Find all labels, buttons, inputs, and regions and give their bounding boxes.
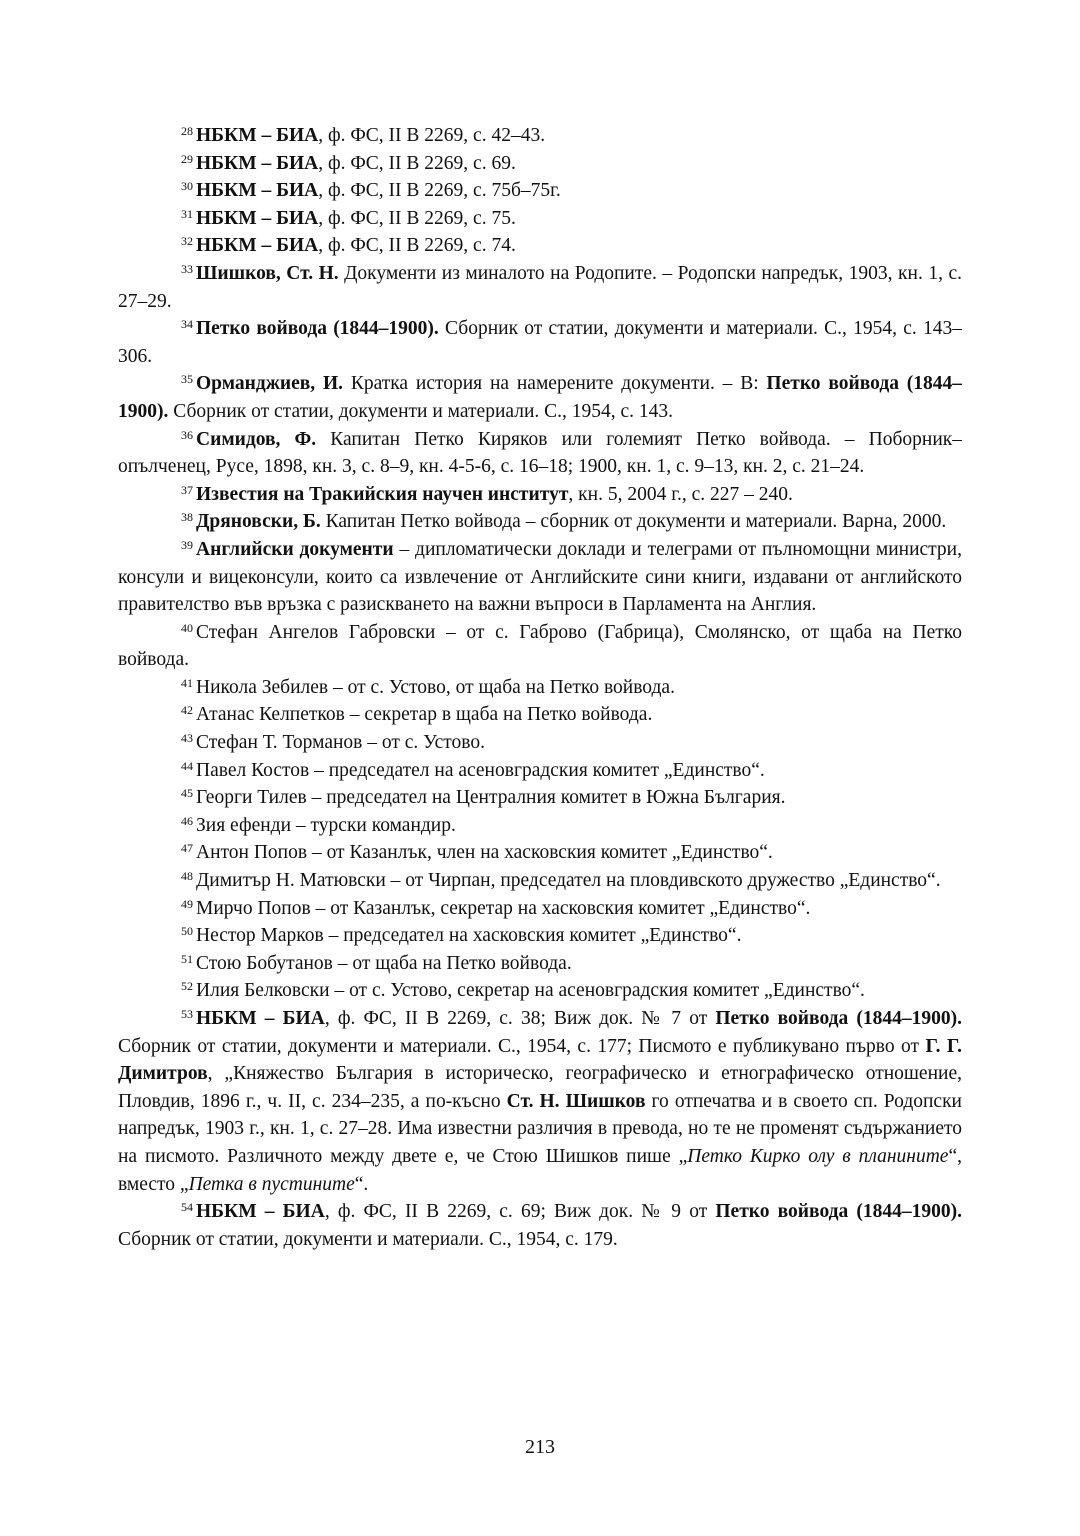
footnote-bold-text: НБКМ – БИА xyxy=(196,1201,325,1223)
footnote-text: Сборник от статии, документи и материали. С., 1954, с. 177; Писмото е публикувано първо от xyxy=(118,1035,926,1057)
footnote-text: го отпечатва и в своето сп. Родопски напредък, 1903 г., кн. 1, с. 27–28. Има известни различия в превода, но те не променят съдържанието на писмото. Различното между двете е, че Стою Шишков пише „ xyxy=(118,1090,962,1167)
footnote-text: Павел Костов – председател на асеновградския комитет „Единство“. xyxy=(196,759,765,781)
footnote-bold-text: НБКМ – БИА xyxy=(196,125,319,146)
footnote-51 xyxy=(118,950,962,978)
footnote-text: Кратка история на намерените документи. – В: xyxy=(343,373,767,395)
page-number: 213 xyxy=(525,1436,555,1458)
footnote-italic-text: Петко Кирко олу в планините xyxy=(687,1145,949,1167)
footnote-text: Капитан Петко Киряков или големият Петко войвода. – Поборник–опълченец, Русе, 1898, кн. 3, с. 8–9, кн. 4-5-6, с. 16–18; 1900, кн. 1, с. 9–13, кн. 2, с. 21–24. xyxy=(118,428,962,478)
footnote-text: Атанас Келпетков – секретар в щаба на Петко войвода. xyxy=(196,704,653,726)
footnote-38 xyxy=(118,508,962,536)
footnote-text: “, вместо „ xyxy=(118,1145,962,1195)
footnote-46 xyxy=(118,812,962,840)
footnote-number: 47 xyxy=(181,841,193,856)
footnote-text: , ф. ФС, II В 2269, с. 42–43. xyxy=(318,125,546,146)
footnote-49 xyxy=(118,895,962,923)
footnote-number: 39 xyxy=(181,537,193,552)
footnote-36 xyxy=(118,426,962,481)
footnote-text: Димитър Н. Матювски – от Чирпан, председател на пловдивското дружество „Единство“. xyxy=(196,870,941,892)
footnote-text: Зия ефенди – турски командир. xyxy=(196,814,456,836)
footnote-text: Стефан Т. Торманов – от с. Устово. xyxy=(196,732,486,754)
footnote-bold-text: Петко войвода (1844–1900). xyxy=(196,318,439,340)
footnote-33 xyxy=(118,260,962,315)
footnote-text: , ф. ФС, II В 2269, с. 75. xyxy=(318,207,516,229)
footnote-number: 46 xyxy=(181,813,193,828)
footnote-text: , „Княжество България в историческо, географическо и етнографическо отношение, Пловдив, 1896 г., ч. II, с. 234–235, а по-късно xyxy=(118,1063,962,1112)
footnote-37 xyxy=(118,481,962,509)
footnote-52 xyxy=(118,977,962,1005)
footnote-text: , ф. ФС, II В 2269, с. 69; Виж док. № 9 от xyxy=(324,1201,716,1223)
footnote-number: 36 xyxy=(181,427,193,442)
footnote-text: , кн. 5, 2004 г., с. 227 – 240. xyxy=(568,483,793,505)
footnote-text: “. xyxy=(354,1173,369,1195)
footnote-italic-text: Петка в пустините xyxy=(188,1173,355,1195)
footnote-bold-text: НБКМ – БИА xyxy=(196,235,319,257)
footnote-number: 43 xyxy=(181,731,193,746)
footnote-39 xyxy=(118,536,962,619)
footnote-text: Никола Зебилев – от с. Устово, от щаба на Петко войвода. xyxy=(196,676,675,698)
footnote-number: 30 xyxy=(181,179,193,194)
footnote-bold-text: Петко войвода (1844–1900). xyxy=(715,1201,963,1223)
footnote-bold-text: Г. Г. Димитров xyxy=(118,1035,962,1085)
footnote-text: Сборник от статии, документи и материали. С., 1954, с. 179. xyxy=(118,1228,618,1250)
footnote-text: – дипломатически доклади и телеграми от пълномощни министри, консули и вицеконсули, които са извлечение от Английските сини книги, издавани от английското правителство във връзка с разискването на важни въпроси в Парламента на Англия. xyxy=(118,538,962,616)
footnote-32 xyxy=(118,232,962,260)
footnote-number: 28 xyxy=(181,124,193,138)
footnotes-list xyxy=(118,122,962,1253)
footnote-bold-text: Орманджиев, И. xyxy=(196,373,344,395)
footnote-number: 44 xyxy=(181,758,193,773)
footnote-number: 48 xyxy=(181,869,193,884)
footnote-text: Нестор Марков – председател на хасковския комитет „Единство“. xyxy=(196,925,742,947)
footnote-43 xyxy=(118,729,962,757)
footnote-text: , ф. ФС, II В 2269, с. 74. xyxy=(318,235,516,257)
footnote-bold-text: Симидов, Ф. xyxy=(196,428,317,450)
footnote-number: 29 xyxy=(181,151,193,166)
footnote-48 xyxy=(118,867,962,895)
footnote-number: 42 xyxy=(181,703,193,718)
footnote-number: 32 xyxy=(181,234,193,249)
footnote-30 xyxy=(118,177,962,205)
footnote-number: 33 xyxy=(181,261,193,276)
footnote-28 xyxy=(118,122,962,150)
footnote-text: Георги Тилев – председател на Централния комитет в Южна България. xyxy=(196,787,786,809)
footnote-34 xyxy=(118,315,962,370)
footnote-bold-text: Петко войвода (1844–1900). xyxy=(715,1008,963,1029)
footnote-number: 52 xyxy=(181,979,193,994)
footnote-number: 38 xyxy=(181,510,193,525)
footnote-54 xyxy=(118,1198,962,1253)
footnote-bold-text: Известия на Тракийския научен институт xyxy=(196,483,569,505)
footnote-text: , ф. ФС, II В 2269, с. 38; Виж док. № 7 от xyxy=(324,1008,716,1029)
footnote-number: 31 xyxy=(181,206,193,221)
footnote-bold-text: НБКМ – БИА xyxy=(196,180,319,202)
footnote-31 xyxy=(118,205,962,233)
footnote-29 xyxy=(118,150,962,178)
footnote-number: 50 xyxy=(181,924,193,939)
footnote-47 xyxy=(118,839,962,867)
footnote-53 xyxy=(118,1005,962,1198)
footnote-number: 41 xyxy=(181,675,193,690)
footnote-text: Антон Попов – от Казанлък, член на хасковския комитет „Единство“. xyxy=(196,842,773,864)
footnote-40 xyxy=(118,619,962,674)
footnote-number: 53 xyxy=(181,1007,193,1021)
footnote-text: Стою Бобутанов – от щаба на Петко войвода. xyxy=(196,952,572,974)
footnote-text: Стефан Ангелов Габровски – от с. Габрово (Габрица), Смолянско, от щаба на Петко войвода. xyxy=(118,621,962,671)
footnote-41 xyxy=(118,674,962,702)
footnote-text: Документи из миналото на Родопите. – Родопски напредък, 1903, кн. 1, с. 27–29. xyxy=(118,262,962,312)
footnote-bold-text: НБКМ – БИА xyxy=(196,1008,325,1029)
footnote-bold-text: Дряновски, Б. xyxy=(196,511,321,533)
footnote-text: Сборник от статии, документи и материали. С., 1954, с. 143. xyxy=(168,400,674,422)
footnote-50 xyxy=(118,922,962,950)
footnote-35 xyxy=(118,370,962,425)
footnote-number: 51 xyxy=(181,951,193,966)
footnote-42 xyxy=(118,701,962,729)
footnote-text: Капитан Петко войвода – сборник от документи и материали. Варна, 2000. xyxy=(320,511,947,533)
footnote-text: , ф. ФС, II В 2269, с. 75б–75г. xyxy=(318,180,561,202)
footnote-bold-text: Шишков, Ст. Н. xyxy=(196,262,339,284)
footnote-number: 45 xyxy=(181,786,193,801)
footnote-number: 40 xyxy=(181,620,193,635)
footnote-number: 54 xyxy=(181,1200,193,1215)
footnote-bold-text: Английски документи xyxy=(196,538,394,560)
footnote-bold-text: НБКМ – БИА xyxy=(196,207,319,229)
footnote-number: 34 xyxy=(181,317,193,332)
footnote-text: , ф. ФС, II В 2269, с. 69. xyxy=(318,152,516,174)
footnote-text: Сборник от статии, документи и материали. С., 1954, с. 143–306. xyxy=(118,318,963,367)
footnote-number: 35 xyxy=(181,372,193,387)
footnote-bold-text: НБКМ – БИА xyxy=(196,152,319,174)
footnote-text: Илия Белковски – от с. Устово, секретар на асеновградския комитет „Единство“. xyxy=(196,980,865,1002)
footnote-44 xyxy=(118,757,962,785)
footnote-number: 37 xyxy=(181,482,193,497)
footnote-bold-text: Ст. Н. Шишков xyxy=(506,1090,646,1112)
footnote-bold-text: Петко войвода (1844–1900). xyxy=(118,373,962,422)
footnote-text: Мирчо Попов – от Казанлък, секретар на хасковския комитет „Единство“. xyxy=(196,897,811,919)
footnote-number: 49 xyxy=(181,896,193,911)
footnote-45 xyxy=(118,784,962,812)
